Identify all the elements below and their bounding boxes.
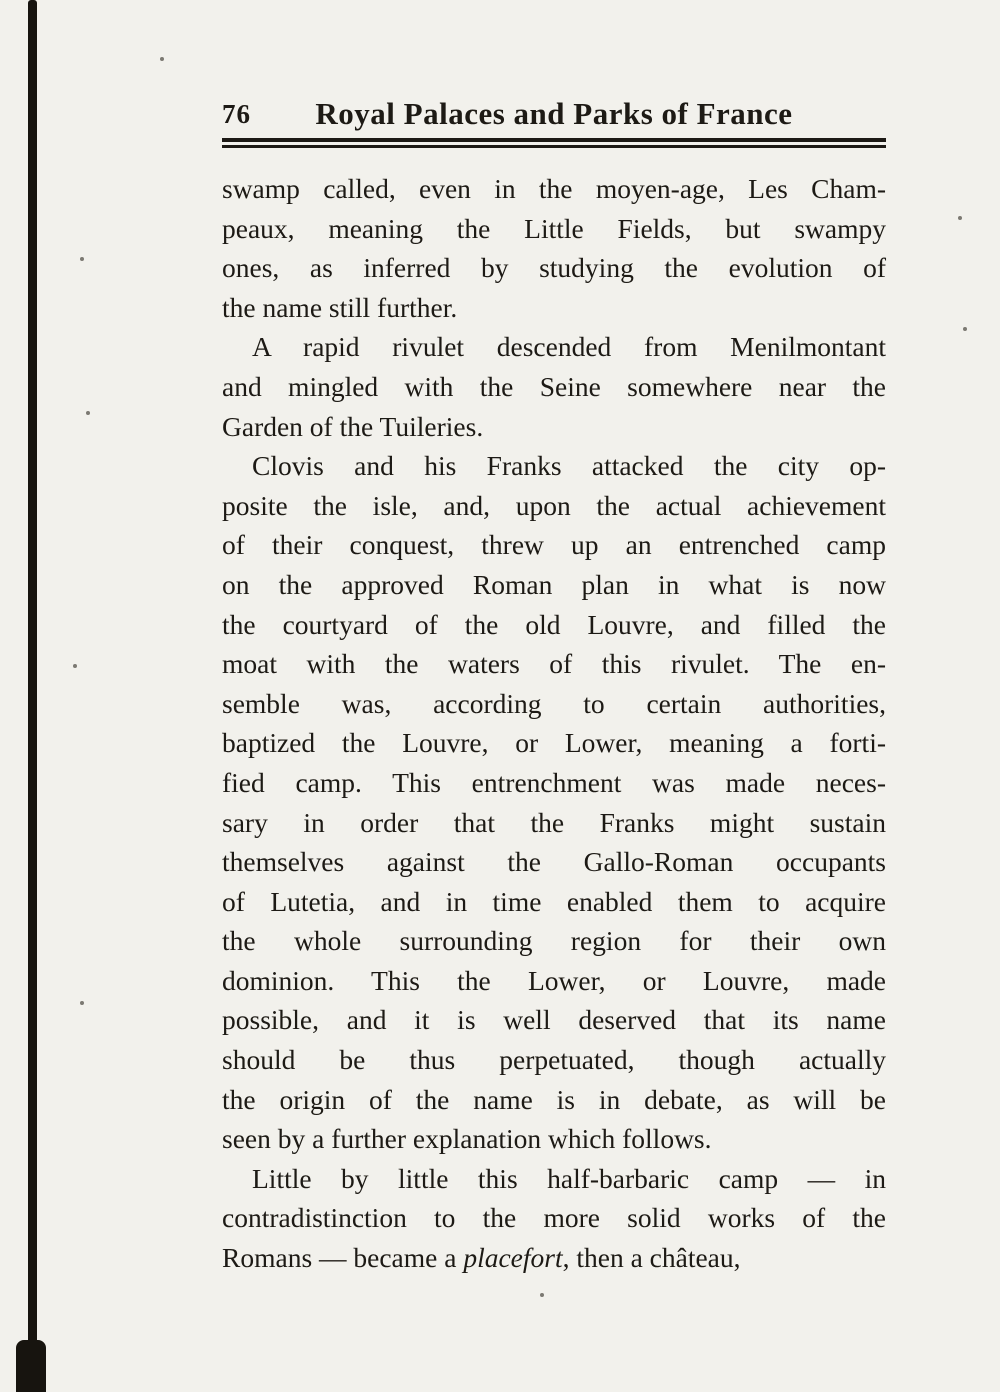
scan-speck xyxy=(958,216,962,220)
scan-speck xyxy=(80,257,84,261)
text-line: posite the isle, and, upon the actual achievement xyxy=(222,489,886,521)
text-line: ones, as inferred by studying the evolution of xyxy=(222,252,886,284)
text-line: of their conquest, threw up an entrenched camp xyxy=(222,529,886,561)
text-line: peaux, meaning the Little Fields, but swampy xyxy=(222,212,886,244)
text-line: should be thus perpetuated, though actually xyxy=(222,1044,886,1076)
running-title: Royal Palaces and Parks of France xyxy=(315,96,793,131)
text-line: baptized the Louvre, or Lower, meaning a forti- xyxy=(222,727,886,759)
text-line: the name still further. xyxy=(222,291,458,323)
text-line: Garden of the Tuileries. xyxy=(222,410,484,442)
scan-speck xyxy=(963,327,967,331)
text-line: possible, and it is well deserved that its name xyxy=(222,1004,886,1036)
text-line: the origin of the name is in debate, as will be xyxy=(222,1083,886,1115)
scan-speck xyxy=(540,1293,544,1297)
text-line: seen by a further explanation which follows. xyxy=(222,1123,712,1155)
text-line xyxy=(222,1238,886,1278)
scan-corner-artifact xyxy=(16,1340,46,1392)
text-line: swamp called, even in the moyen-age, Les Cham- xyxy=(222,173,886,204)
text-line: the courtyard of the old Louvre, and filled the xyxy=(222,608,886,640)
scan-speck xyxy=(80,1001,84,1005)
text-line: contradistinction to the more solid works of the xyxy=(222,1202,886,1234)
scan-speck xyxy=(73,664,77,668)
scan-edge-artifact xyxy=(28,0,37,1392)
text-line: on the approved Roman plan in what is now xyxy=(222,568,886,600)
page-content xyxy=(222,94,886,1278)
text-line: Little by little this half-barbaric camp — in xyxy=(252,1162,886,1194)
page-number: 76 xyxy=(222,99,251,129)
paragraph xyxy=(222,446,886,1159)
text-line: semble was, according to certain authorities, xyxy=(222,687,886,719)
paragraph xyxy=(222,327,886,446)
italic-text: placefort xyxy=(463,1242,563,1274)
paragraph xyxy=(222,169,886,327)
scan-speck xyxy=(86,411,90,415)
text-line: and mingled with the Seine somewhere near the xyxy=(222,370,886,402)
text-line: fied camp. This entrenchment was made neces- xyxy=(222,766,886,798)
text-line: A rapid rivulet descended from Menilmontant xyxy=(252,331,886,363)
scan-speck xyxy=(160,57,164,61)
paragraph xyxy=(222,1159,886,1278)
text-line: themselves against the Gallo-Roman occupants xyxy=(222,846,886,878)
text-line: sary in order that the Franks might sustain xyxy=(222,806,886,838)
page-header xyxy=(222,94,886,134)
text-line: moat with the waters of this rivulet. The en- xyxy=(222,648,886,680)
text-line: of Lutetia, and in time enabled them to acquire xyxy=(222,885,886,917)
text-block xyxy=(222,169,886,1278)
text-line: the whole surrounding region for their own xyxy=(222,925,886,957)
text-line: dominion. This the Lower, or Louvre, made xyxy=(222,964,886,996)
plain-text: , then a château, xyxy=(562,1242,741,1274)
text-line: Clovis and his Franks attacked the city op- xyxy=(252,450,886,482)
header-rule xyxy=(222,138,886,148)
plain-text: Romans — became a xyxy=(222,1242,464,1274)
